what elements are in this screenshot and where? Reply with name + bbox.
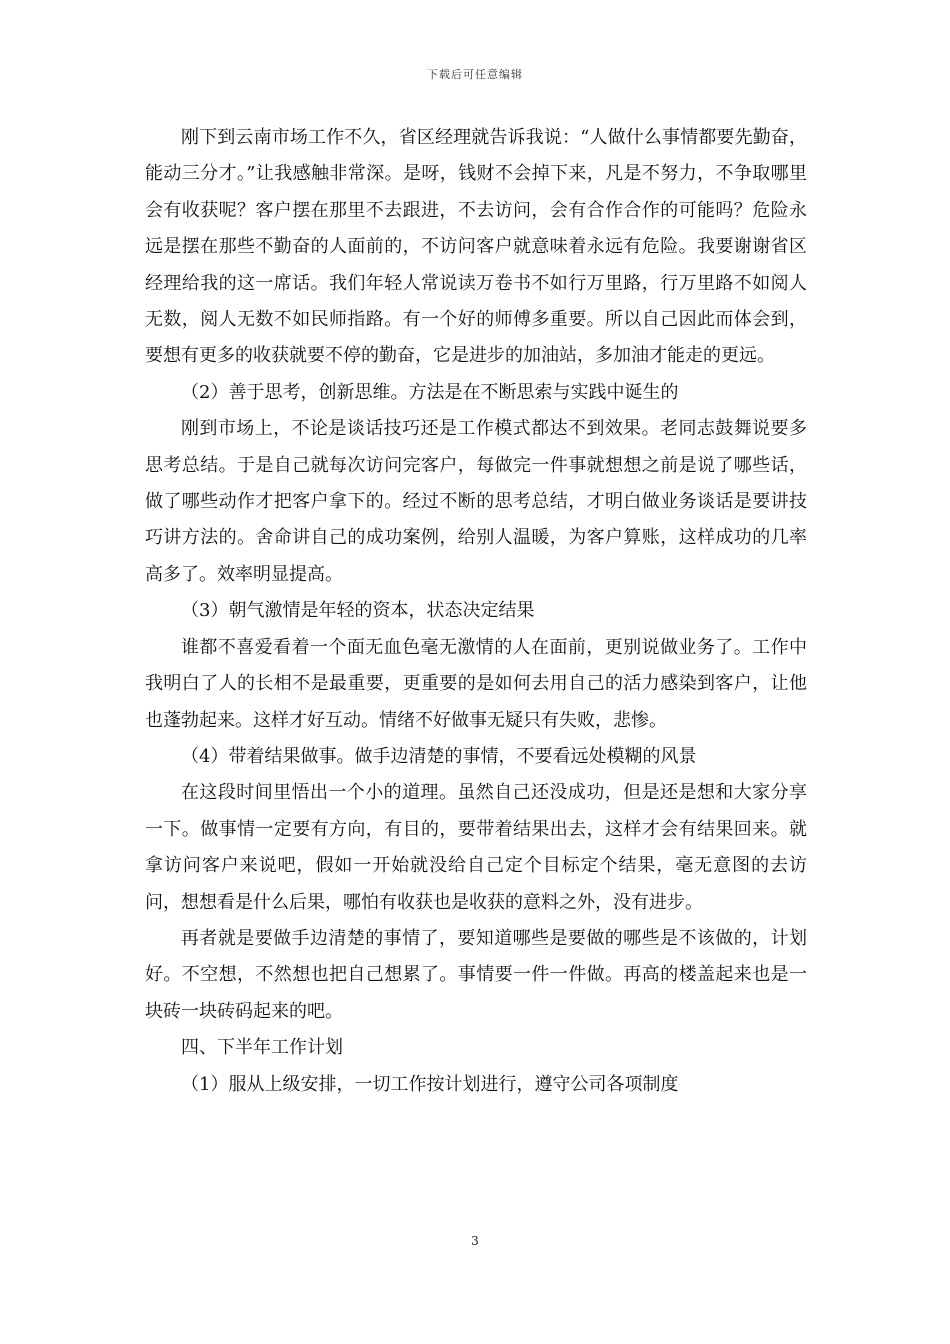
chapter-heading-plan: 四、下半年工作计划	[181, 1037, 343, 1059]
section-heading-4: （4）带着结果做事。做手边清楚的事情，不要看远处模糊的风景	[181, 745, 697, 767]
paragraph-1: 刚下到云南市场工作不久，省区经理就告诉我说：“人做什么事情都要先勤奋，能动三分才。”让我感触非常深。是呀，钱财不会掉下来，凡是不努力，不争取哪里会有收获呢？客户摆在那里不去跟进，不去访问，会有合作合作的可能吗？危险永远是摆在那些不勤奋的人面前的，不访问客户就意味着永远有危险。我要谢谢省区经理给我的这一席话。我们年轻人常说读万卷书不如行万里路，行万里路不如阅人无数，阅人无数不如民师指路。有一个好的师傅多重要。所以自己因此而体会到，要想有更多的收获就要不停的勤奋，它是进步的加油站，多加油才能走的更远。	[145, 127, 807, 367]
paragraph-5: 再者就是要做手边清楚的事情了，要知道哪些是要做的哪些是不该做的，计划好。不空想，不然想也把自己想累了。事情要一件一件做。再高的楼盖起来也是一块砖一块砖码起来的吧。	[145, 927, 807, 1022]
paragraph-2: 刚到市场上，不论是谈话技巧还是工作模式都达不到效果。老同志鼓舞说要多思考总结。于是自己就每次访问完客户，每做完一件事就想想之前是说了哪些话，做了哪些动作才把客户拿下的。经过不断的思考总结，才明白做业务谈话是要讲技巧讲方法的。舍命讲自己的成功案例，给别人温暖，为客户算账，这样成功的几率高多了。效率明显提高。	[145, 418, 807, 585]
section-heading-2: （2）善于思考，创新思维。方法是在不断思索与实践中诞生的	[181, 381, 679, 403]
paragraph-4: 在这段时间里悟出一个小的道理。虽然自己还没成功，但是还是想和大家分享一下。做事情一定要有方向，有目的，要带着结果出去，这样才会有结果回来。就拿访问客户来说吧，假如一开始就没给自己定个目标定个结果，毫无意图的去访问，想想看是什么后果，哪怕有收获也是收获的意料之外，没有进步。	[145, 782, 807, 913]
document-body	[145, 120, 807, 1103]
plan-item-1: （1）服从上级安排，一切工作按计划进行，遵守公司各项制度	[181, 1073, 679, 1095]
paragraph-3: 谁都不喜爱看着一个面无血色毫无激情的人在面前，更别说做业务了。工作中我明白了人的长相不是最重要，更重要的是如何去用自己的活力感染到客户，让他也蓬勃起来。这样才好互动。情绪不好做事无疑只有失败，悲惨。	[145, 636, 807, 731]
page-header: 下载后可任意编辑	[427, 68, 523, 81]
page-number: 3	[471, 1234, 479, 1248]
section-heading-3: （3）朝气激情是年轻的资本，状态决定结果	[181, 600, 535, 622]
